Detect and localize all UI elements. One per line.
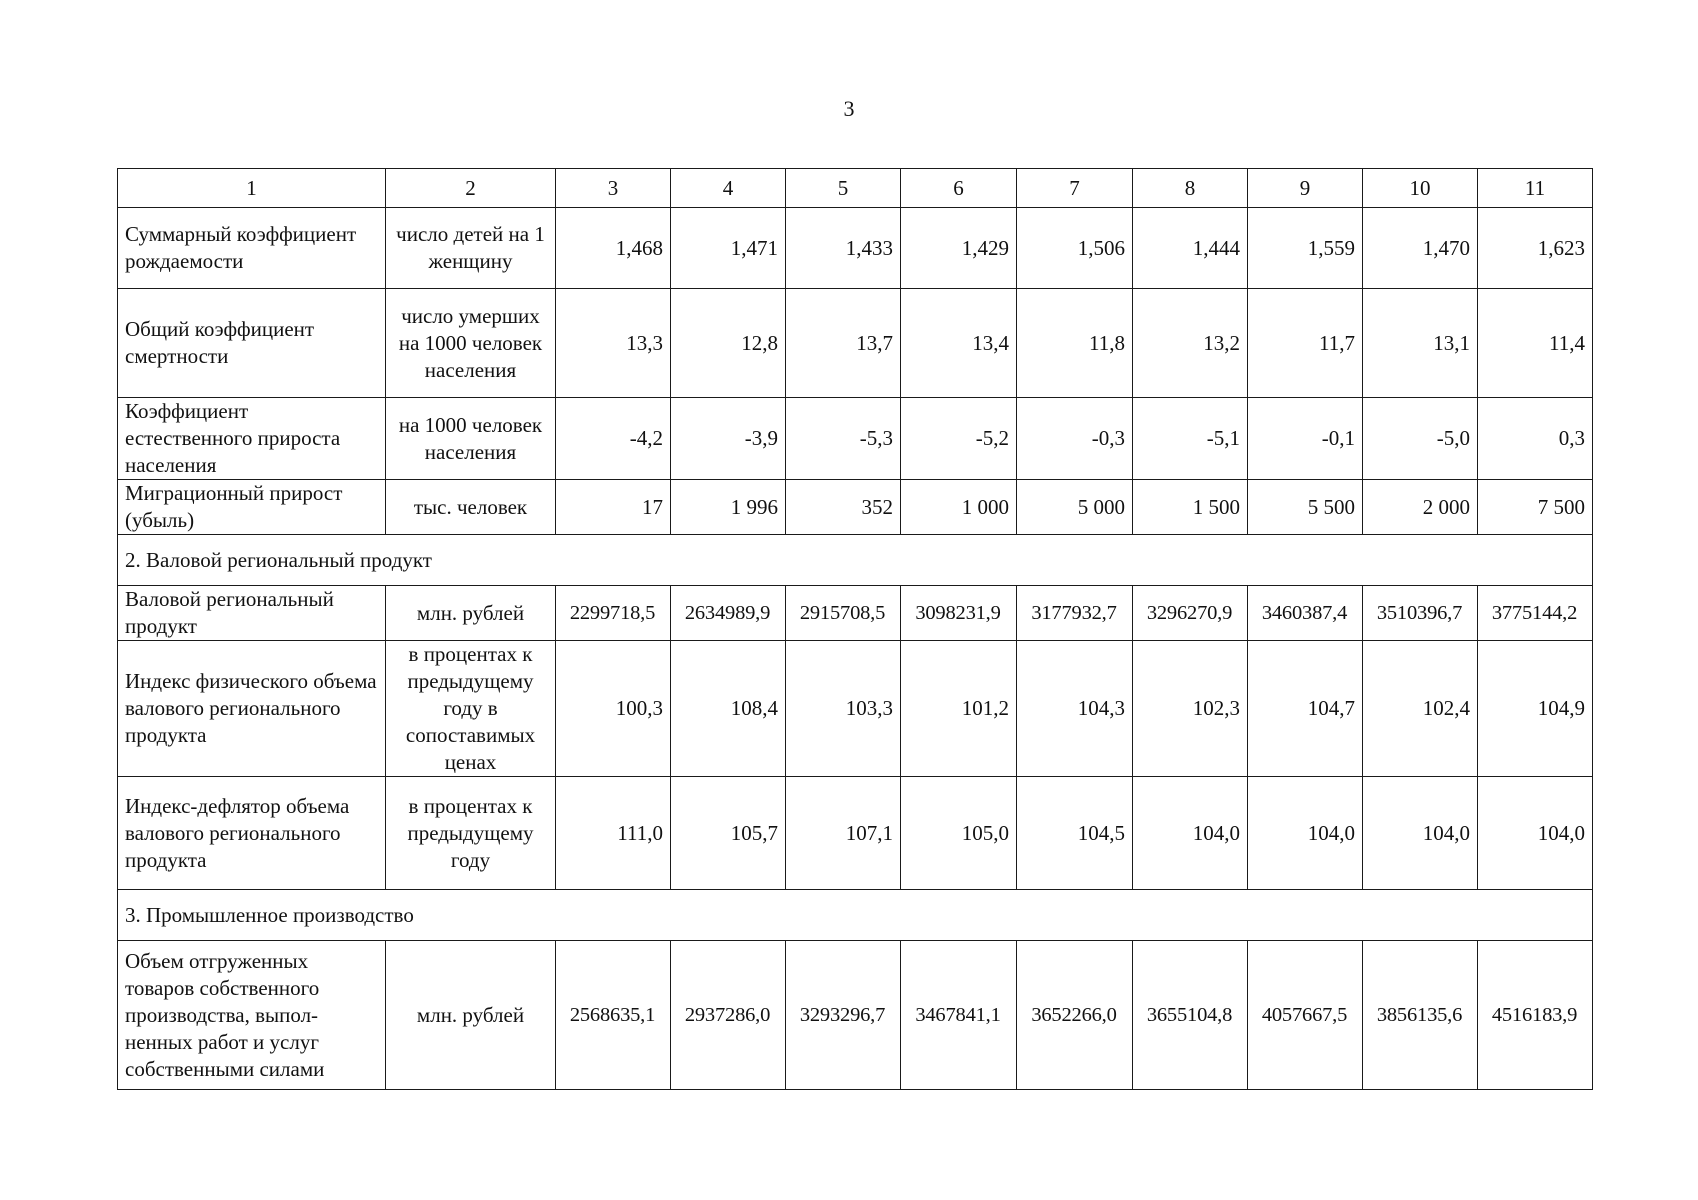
- column-number-row: [118, 169, 1593, 208]
- cell-value: 1,468: [556, 208, 671, 289]
- table-row: [118, 641, 1593, 777]
- cell-value: 17: [556, 480, 671, 535]
- section-title: 2. Валовой региональный продукт: [118, 535, 1593, 586]
- row-unit: тыс. человек: [386, 480, 556, 535]
- cell-value: 3856135,6: [1363, 941, 1478, 1090]
- cell-value: 1,433: [786, 208, 901, 289]
- cell-value: 2634989,9: [671, 586, 786, 641]
- column-header: 7: [1017, 169, 1133, 208]
- section-title: 3. Промышленное производство: [118, 890, 1593, 941]
- cell-value: 104,0: [1248, 777, 1363, 890]
- cell-value: 1,429: [901, 208, 1017, 289]
- cell-value: -5,1: [1133, 398, 1248, 480]
- cell-value: 3467841,1: [901, 941, 1017, 1090]
- section-row: [118, 535, 1593, 586]
- cell-value: 1,623: [1478, 208, 1593, 289]
- column-header: 11: [1478, 169, 1593, 208]
- table-row: [118, 941, 1593, 1090]
- column-header: 8: [1133, 169, 1248, 208]
- cell-value: 105,0: [901, 777, 1017, 890]
- cell-value: 105,7: [671, 777, 786, 890]
- column-header: 3: [556, 169, 671, 208]
- row-label: Суммарный коэффициент рождаемости: [118, 208, 386, 289]
- cell-value: 103,3: [786, 641, 901, 777]
- cell-value: -3,9: [671, 398, 786, 480]
- cell-value: 2937286,0: [671, 941, 786, 1090]
- cell-value: -0,1: [1248, 398, 1363, 480]
- cell-value: 104,5: [1017, 777, 1133, 890]
- row-label: Общий коэффициент смертности: [118, 289, 386, 398]
- cell-value: -4,2: [556, 398, 671, 480]
- cell-value: 102,3: [1133, 641, 1248, 777]
- row-label: Валовой региональный продукт: [118, 586, 386, 641]
- cell-value: 104,0: [1133, 777, 1248, 890]
- cell-value: 11,8: [1017, 289, 1133, 398]
- cell-value: 13,2: [1133, 289, 1248, 398]
- cell-value: 7 500: [1478, 480, 1593, 535]
- cell-value: 3098231,9: [901, 586, 1017, 641]
- row-unit: млн. рублей: [386, 586, 556, 641]
- table-row: [118, 777, 1593, 890]
- cell-value: 3460387,4: [1248, 586, 1363, 641]
- table-row: [118, 586, 1593, 641]
- column-header: 1: [118, 169, 386, 208]
- section-row: [118, 890, 1593, 941]
- cell-value: 1,470: [1363, 208, 1478, 289]
- cell-value: 5 500: [1248, 480, 1363, 535]
- row-unit: в процентах к предыдущему году в сопоставимых ценах: [386, 641, 556, 777]
- cell-value: 1,559: [1248, 208, 1363, 289]
- cell-value: 13,1: [1363, 289, 1478, 398]
- column-header: 9: [1248, 169, 1363, 208]
- cell-value: 3775144,2: [1478, 586, 1593, 641]
- cell-value: 352: [786, 480, 901, 535]
- cell-value: 102,4: [1363, 641, 1478, 777]
- cell-value: -5,0: [1363, 398, 1478, 480]
- row-label: Объем отгруженных товаров собственного производства, выпол-ненных работ и услуг собственными силами: [118, 941, 386, 1090]
- cell-value: 13,3: [556, 289, 671, 398]
- cell-value: 107,1: [786, 777, 901, 890]
- cell-value: -5,3: [786, 398, 901, 480]
- column-header: 10: [1363, 169, 1478, 208]
- cell-value: 1 996: [671, 480, 786, 535]
- column-header: 6: [901, 169, 1017, 208]
- cell-value: 1,471: [671, 208, 786, 289]
- table-row: [118, 398, 1593, 480]
- cell-value: 104,7: [1248, 641, 1363, 777]
- table-row: [118, 480, 1593, 535]
- column-header: 4: [671, 169, 786, 208]
- cell-value: 108,4: [671, 641, 786, 777]
- cell-value: 1 000: [901, 480, 1017, 535]
- cell-value: 1,506: [1017, 208, 1133, 289]
- row-unit: в процентах к предыдущему году: [386, 777, 556, 890]
- cell-value: 3655104,8: [1133, 941, 1248, 1090]
- row-label: Коэффициент естественного прироста населения: [118, 398, 386, 480]
- cell-value: 104,9: [1478, 641, 1593, 777]
- row-unit: на 1000 человек населения: [386, 398, 556, 480]
- column-header: 2: [386, 169, 556, 208]
- table-row: [118, 208, 1593, 289]
- cell-value: 3652266,0: [1017, 941, 1133, 1090]
- indicators-table: [117, 168, 1593, 1090]
- cell-value: 1 500: [1133, 480, 1248, 535]
- row-unit: млн. рублей: [386, 941, 556, 1090]
- row-label: Индекс физического объема валового регионального продукта: [118, 641, 386, 777]
- cell-value: 104,0: [1363, 777, 1478, 890]
- cell-value: 2568635,1: [556, 941, 671, 1090]
- cell-value: -0,3: [1017, 398, 1133, 480]
- row-label: Миграционный прирост (убыль): [118, 480, 386, 535]
- cell-value: 2915708,5: [786, 586, 901, 641]
- row-label: Индекс-дефлятор объема валового регионального продукта: [118, 777, 386, 890]
- cell-value: -5,2: [901, 398, 1017, 480]
- page-number: 3: [843, 96, 855, 121]
- row-unit: число детей на 1 женщину: [386, 208, 556, 289]
- cell-value: 2299718,5: [556, 586, 671, 641]
- cell-value: 3177932,7: [1017, 586, 1133, 641]
- column-header: 5: [786, 169, 901, 208]
- cell-value: 11,4: [1478, 289, 1593, 398]
- table-row: [118, 289, 1593, 398]
- cell-value: 5 000: [1017, 480, 1133, 535]
- cell-value: 3510396,7: [1363, 586, 1478, 641]
- cell-value: 101,2: [901, 641, 1017, 777]
- cell-value: 100,3: [556, 641, 671, 777]
- cell-value: 3296270,9: [1133, 586, 1248, 641]
- cell-value: 2 000: [1363, 480, 1478, 535]
- cell-value: 3293296,7: [786, 941, 901, 1090]
- cell-value: 4516183,9: [1478, 941, 1593, 1090]
- cell-value: 1,444: [1133, 208, 1248, 289]
- cell-value: 13,7: [786, 289, 901, 398]
- cell-value: 104,3: [1017, 641, 1133, 777]
- cell-value: 104,0: [1478, 777, 1593, 890]
- cell-value: 0,3: [1478, 398, 1593, 480]
- cell-value: 12,8: [671, 289, 786, 398]
- row-unit: число умерших на 1000 человек населения: [386, 289, 556, 398]
- cell-value: 4057667,5: [1248, 941, 1363, 1090]
- cell-value: 11,7: [1248, 289, 1363, 398]
- cell-value: 111,0: [556, 777, 671, 890]
- cell-value: 13,4: [901, 289, 1017, 398]
